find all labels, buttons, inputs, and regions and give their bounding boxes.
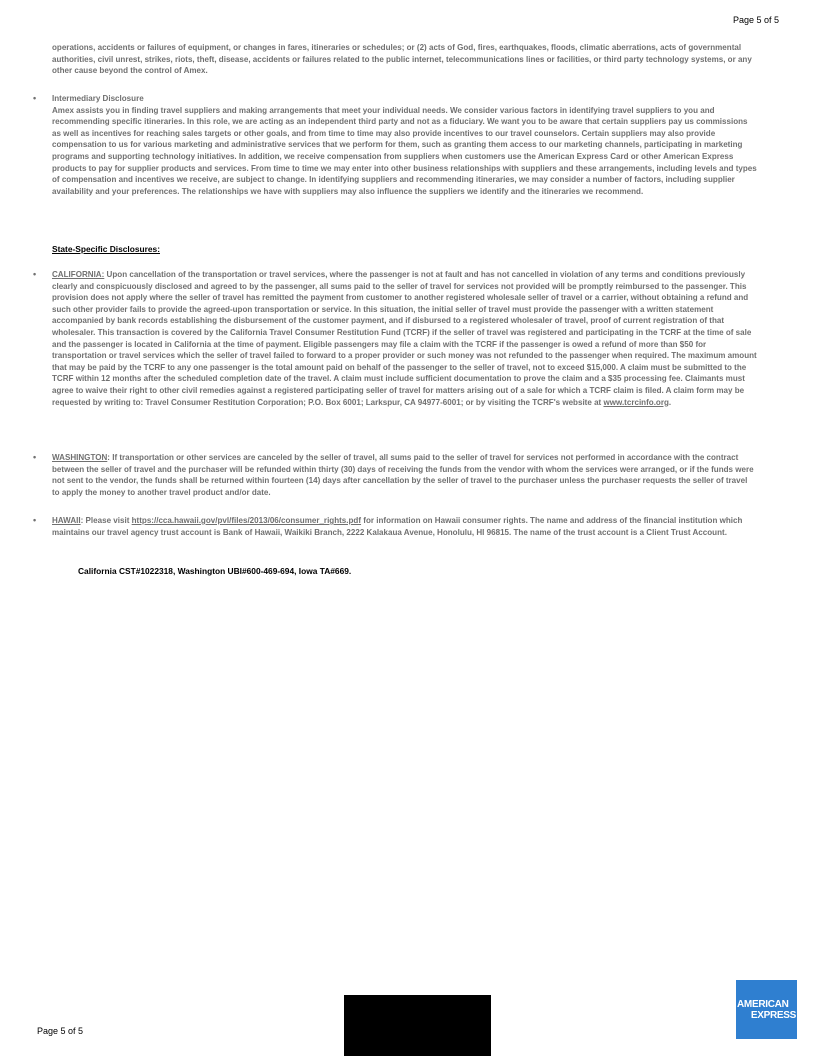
- hawaii-disclosure: [52, 515, 757, 538]
- hawaii-pre: : Please visit: [80, 516, 132, 525]
- license-numbers: California CST#1022318, Washington UBI#600-469-694, Iowa TA#669.: [78, 566, 352, 576]
- logo-line-american: AMERICAN: [737, 998, 789, 1010]
- hawaii-body: for information on Hawaii consumer rights. The name and address of the financial institution which maintains our travel agency trust account is Bank of Hawaii, Waikiki Branch, 2222 Kalakaua Avenue, Honolulu, HI 96815. The name of the trust account is a Client Trust Account.: [52, 516, 743, 537]
- redaction-box: [344, 995, 491, 1056]
- washington-bullet: •: [33, 452, 37, 462]
- continuation-paragraph: operations, accidents or failures of equipment, or changes in fares, itineraries or schedules; or (2) acts of God, fires, earthquakes, floods, climatic aberrations, acts of governmental authorities, civil unrest, strikes, riots, theft, disease, accidents or failures related to the public internet, telecommunications lines or facilities, or third party technology systems, or any other cause beyond the control of Amex.: [52, 43, 752, 76]
- intermediary-disclosure: [52, 93, 757, 197]
- hawaii-consumer-rights-link[interactable]: https://cca.hawaii.gov/pvl/files/2013/06/consumer_rights.pdf: [131, 516, 362, 525]
- intermediary-bullet: •: [33, 93, 37, 103]
- intermediary-body: Amex assists you in finding travel suppliers and making arrangements that meet your individual needs. We consider various factors in identifying travel suppliers to you and recommending specific itineraries. In this role, we are acting as an independent third party and not as a fiduciary. We want you to be aware that certain suppliers pay us commissions as well as incentives for reaching sales targets or other goals, and from time to time may also provide incentives to our travel counselors. Certain suppliers may also provide compensation to us for various marketing and administrative services that we perform for them, such as granting them access to our marketing channels, participating in marketing programs and supporting technology initiatives. In addition, we receive compensation from suppliers when customers use the American Express Card or other American Express products to pay for supplier products and services. From time to time we may enter into other business relationships with suppliers and these arrangements, including levels and types of compensation and incentives we receive, are subject to change. In identifying suppliers and recommending itineraries, we may consider a number of factors, including supplier availability and your preferences. The relationships we have with suppliers may also influence the suppliers we identify and the itineraries we recommend.: [52, 105, 757, 196]
- tcrf-website-link[interactable]: www.tcrcinfo.org: [603, 397, 669, 407]
- hawaii-bullet: •: [33, 515, 37, 525]
- intermediary-title: Intermediary Disclosure: [52, 94, 144, 103]
- logo-line-express: EXPRESS: [750, 1009, 796, 1021]
- washington-body: : If transportation or other services are canceled by the seller of travel, all sums paid to the seller of travel for services not performed in accordance with the contract between the seller of travel and the purchaser will be refunded within thirty (30) days of receiving the funds from the vendor with whom the services were arranged, or if the funds were not sent to the vendor, the funds shall be returned within fourteen (14) days after cancellation by the seller of travel to the purchaser unless the purchaser requests the seller of travel to apply the money to another travel product and/or date.: [52, 453, 754, 497]
- california-bullet: •: [33, 269, 37, 279]
- california-label: CALIFORNIA:: [52, 270, 105, 279]
- page-number-top: Page 5 of 5: [732, 15, 779, 25]
- california-body: Upon cancellation of the transportation or travel services, where the passenger is not at fault and has not cancelled in violation of any terms and conditions previously clearly and conspicuously disclosed and agreed to by the passenger, all sums paid to the seller of travel for services not provided will be promptly reimbursed to the passenger. This provision does not apply where the seller of travel has remitted the payment from customer to another registered wholesale seller of travel or a carrier, without obtaining a refund and such other provider fails to provide the agreed-upon transportation or service. In this situation, the initial seller of travel must provide the passenger with a written statement accompanied by bank records establishing the disbursement of the customer payment, and if disbursed to a registered wholesaler of travel, proof of current registration of that wholesaler. This transaction is covered by the California Travel Consumer Restitution Fund (TCRF) if the seller of travel was registered and participating in the TCRF at the time of sale and the passenger is located in California at the time of payment. Eligible passengers may file a claim with the TCRF if the passenger is owed a refund of more than $50 for transportation or travel services which the seller of travel failed to forward to a proper provider or such money was not refunded to the passenger when required. The maximum amount that may be paid by the TCRF to any one passenger is the total amount paid on behalf of the passenger to the seller of travel, not to exceed $15,000. A claim must be submitted to the TCRF within 12 months after the scheduled completion date of the travel. A claim must include sufficient documentation to prove the claim and a $35 processing fee. Claimants must agree to waive their right to other civil remedies against a registered participating seller of travel for matters arising out of a sale for which a TCRF claim is filed. A claim form may be requested by writing to: Travel Consumer Restitution Corporation; P.O. Box 6001; Larkspur, CA 94977-6001; or by visiting the TCRF's website at: [52, 270, 757, 407]
- state-disclosures-heading: State-Specific Disclosures:: [52, 244, 160, 254]
- american-express-logo: [736, 980, 797, 1039]
- california-end: .: [668, 397, 672, 407]
- hawaii-label: HAWAII: [52, 516, 81, 525]
- california-disclosure: [52, 269, 757, 408]
- washington-label: WASHINGTON: [52, 453, 108, 462]
- washington-disclosure: [52, 452, 757, 498]
- page-number-bottom: Page 5 of 5: [37, 1026, 84, 1036]
